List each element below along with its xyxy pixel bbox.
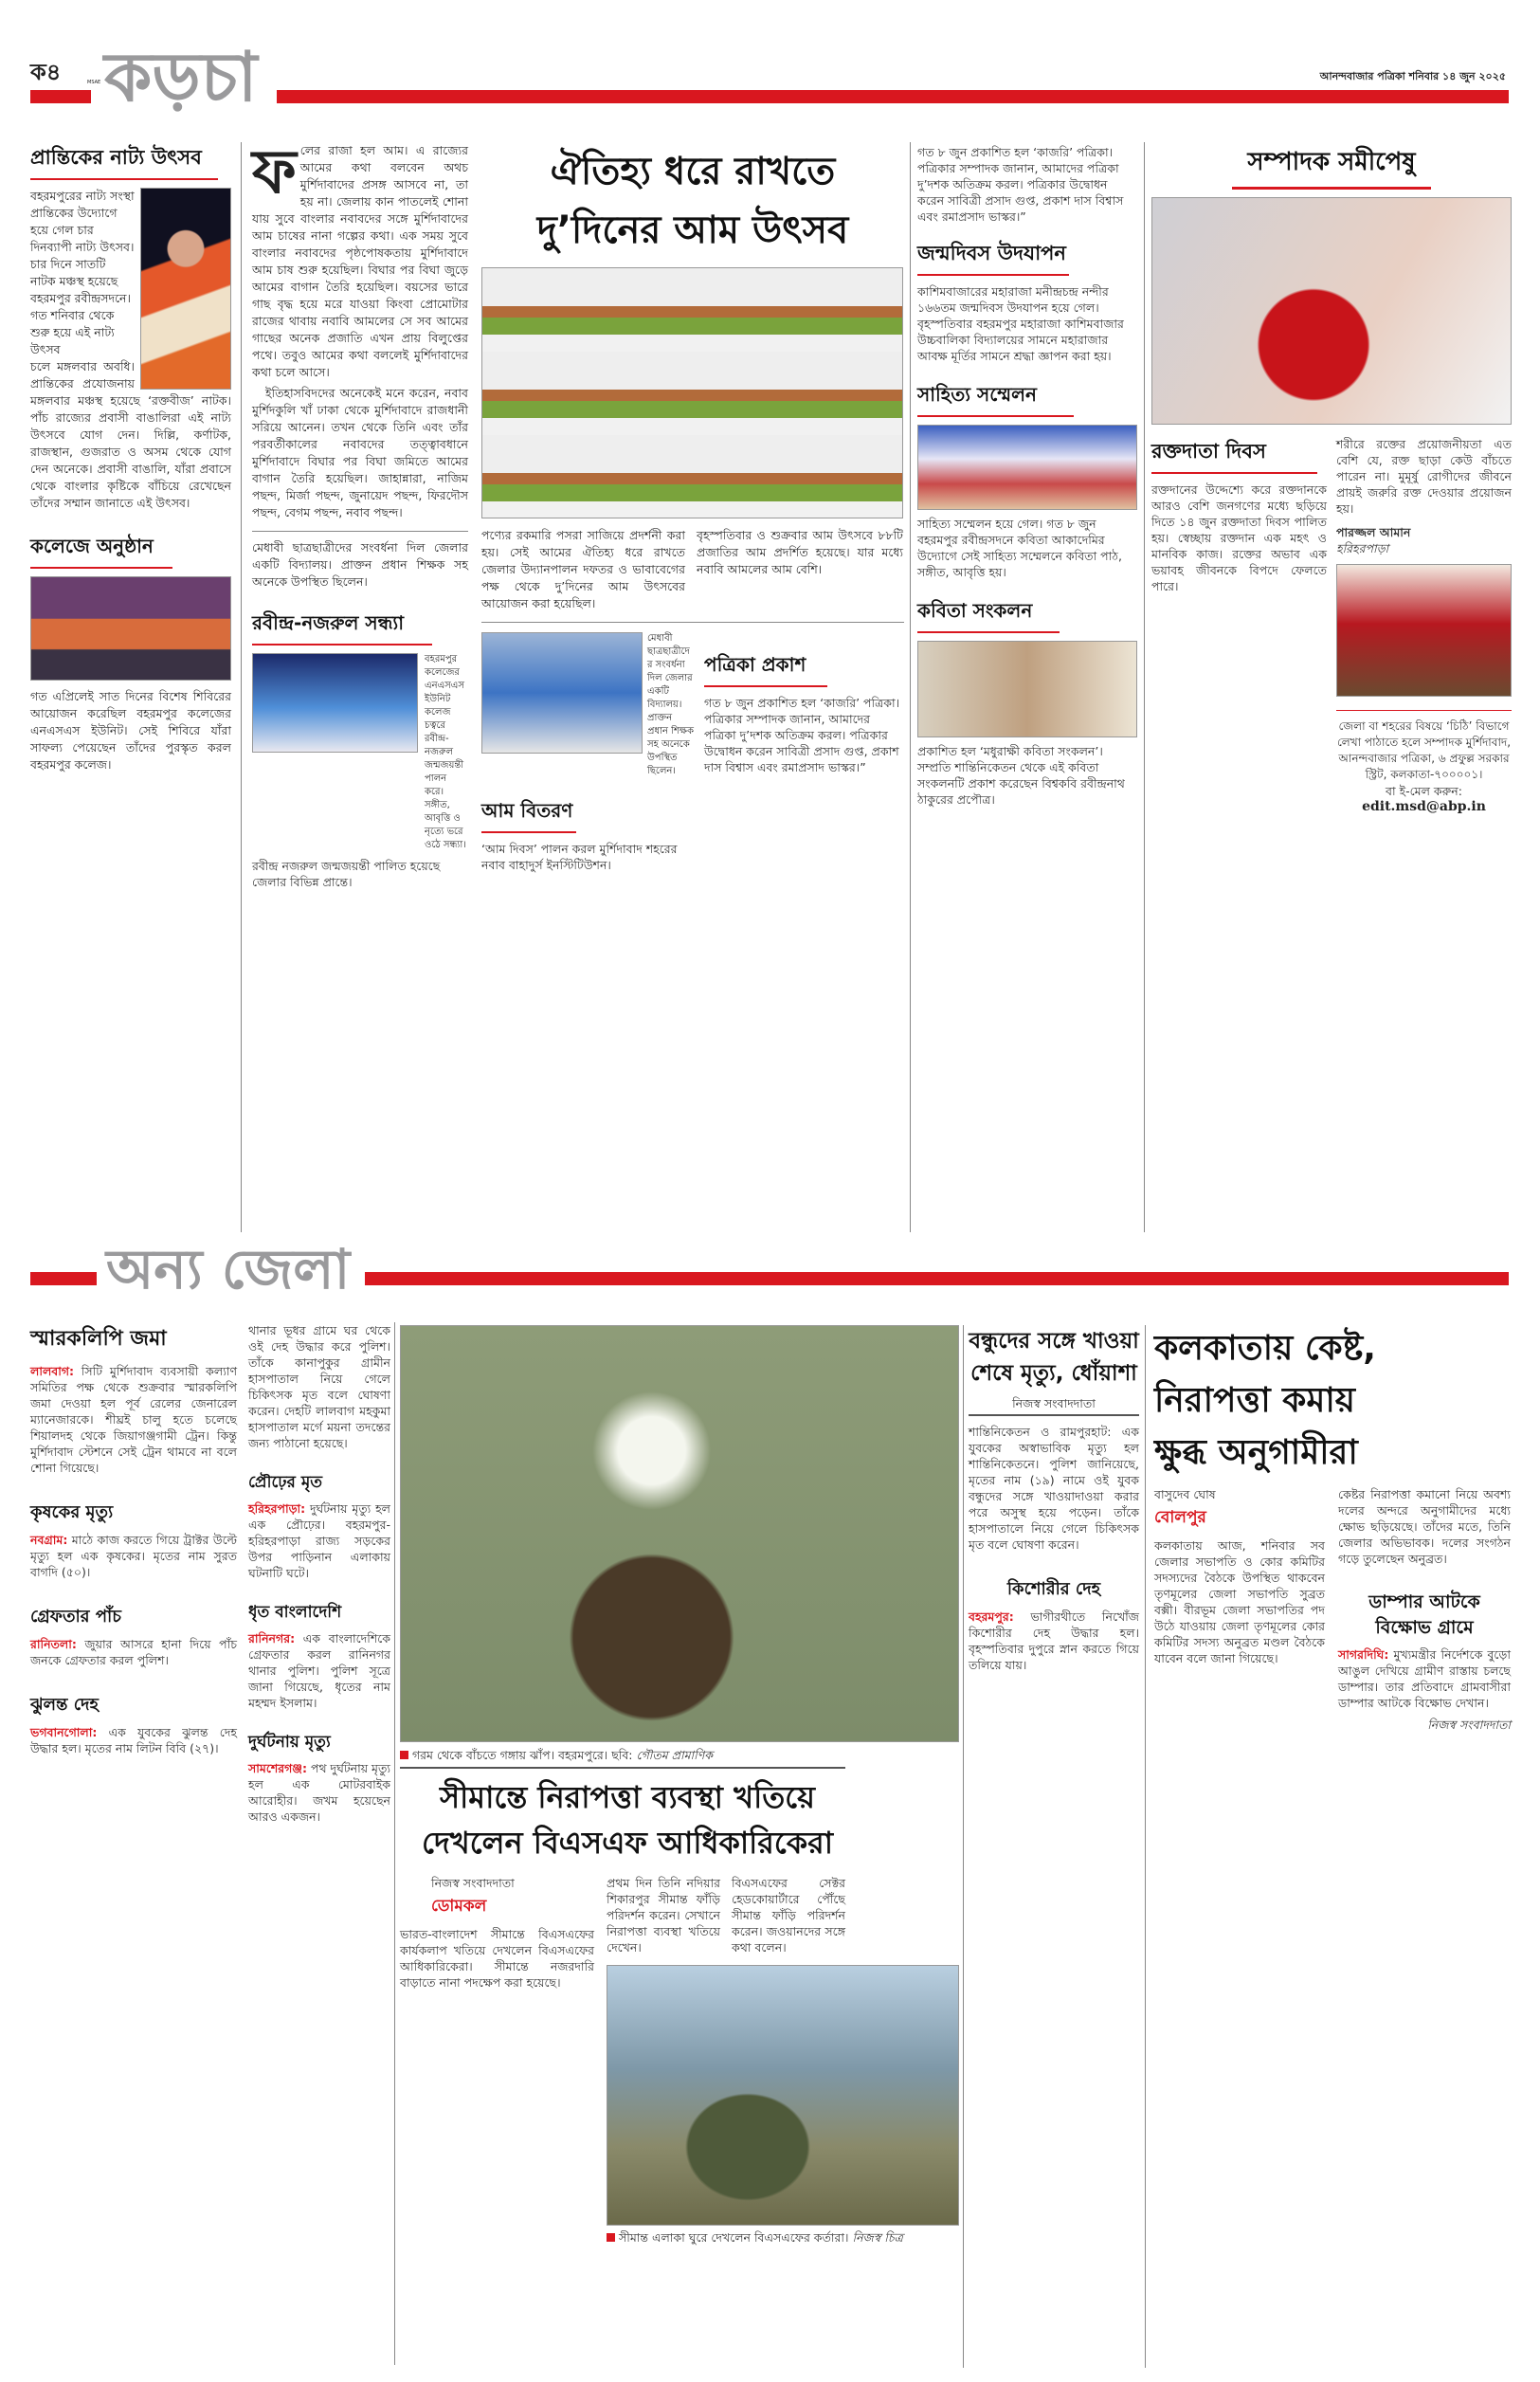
article-mango-body4: বৃহস্পতিবার ও শুক্রবার আম উৎসবে ৮৮টি প্রজাতির আম প্রদর্শিত হয়েছে। যার মধ্যে নবাবি আমলের আম বেশি। (697, 528, 903, 576)
article-kobita-body: প্রকাশিত হল ‘মধুরাক্ষী কবিতা সংকলন’। সম্প্রতি শান্তিনিকেতন থেকে এই কবিতা সংকলনটি প্রকাশ করেছেন বিশ্বকবি রবীন্দ্রনাথ ঠাকুরের প্রপৌত্র। (917, 744, 1125, 807)
bsf-right-text (607, 1875, 959, 1955)
column-5-letters (1151, 142, 1512, 814)
article-body: এক বাংলাদেশিকে গ্রেফতার করল রানিনগর থানার পুলিশ। পুলিশ সূত্রে জানা গিয়েছে, ধৃতের নাম মহম্মদ ইসলাম। (248, 1631, 390, 1710)
photo-actress (140, 188, 231, 390)
headline-rule (917, 631, 1060, 633)
bsf-columns (400, 1875, 959, 2246)
letter-body2: শরীরে রক্তের প্রয়োজনীয়তা এত বেশি যে, রক্ত ছাড়া কেউ বাঁচতে পারেন না। মুমূর্ষু রোগীদের জীবনে প্রায়ই জরুরি রক্ত দেওয়ার প্রয়োজন হয়। (1336, 437, 1512, 516)
article-aam-body: ‘আম দিবস’ পালন করল মুর্শিদাবাদ শহরের নবাব বাহাদুর্স ইনস্টিটিউশন। (481, 842, 678, 872)
bsf-left (400, 1875, 594, 1991)
headline-rule (917, 415, 1074, 417)
article-bsf-body3: বিএসএফের সেক্টর হেডকোয়ার্টারে পৌঁছে সীমান্ত ফাঁড়ি পরিদর্শন করেন। জওয়ানদের সঙ্গে কথা বলেন। (732, 1876, 845, 1955)
photo-bsf-caption (607, 2229, 959, 2246)
dateline: রানিনগর: (248, 1631, 296, 1646)
lower-column-bandhu (969, 1325, 1139, 1673)
email-link[interactable]: edit.msd@abp.in (1362, 799, 1486, 814)
mango-lead-block (252, 137, 468, 381)
headline-rule (30, 567, 172, 569)
photo-sahitya (917, 425, 1137, 510)
letter-right (1336, 436, 1512, 814)
article-col2: থানার ভূধর গ্রামে ঘর থেকে ওই দেহ উদ্ধার করে পুলিশ। তাঁকে কানাপুকুর গ্রামীন হাসপাতাল নিয়ে গেলে চিকিৎসক মৃত বলে ঘোষণা করেন। দেহটি লালবাগ মহকুমা হাসপাতাল মর্গে ময়না তদন্তের জন্য পাঠানো হয়েছে। (248, 1323, 390, 1450)
article-smarak (30, 1363, 237, 1476)
headline-rule (917, 274, 1069, 276)
article-durghatana (248, 1760, 390, 1825)
keshto-right (1338, 1486, 1511, 1733)
headline-dhrito: ধৃত বাংলাদেশি (248, 1603, 342, 1622)
headline-rule (481, 831, 576, 833)
natya-article (30, 188, 231, 512)
paper-date: আনন্দবাজার পত্রিকা শনিবার ১৪ জুন ২০২৫ (1319, 70, 1506, 82)
column-1 (30, 142, 231, 773)
patrika-column (704, 632, 904, 775)
headline-kishori: কিশোরীর দেহ (1006, 1579, 1101, 1599)
headline-keshto-1: কলকাতায় কেষ্ট, (1154, 1329, 1376, 1368)
byline-bandhu: নিজস্ব সংবাদদাতা (969, 1395, 1139, 1416)
byline-bsf: নিজস্ব সংবাদদাতা (431, 1876, 515, 1890)
banner-rule (365, 1272, 1509, 1285)
headline-proudh: প্রৌঢ়ের মৃত (248, 1473, 323, 1492)
headline-smarak: স্মারকলিপি জমা (30, 1327, 167, 1351)
article-keshto-body2: কেষ্টর নিরাপত্তা কমানো নিয়ে অবশ্য দলের অন্দরে অনুগামীদের মধ্যে ক্ষোভ ছড়িয়েছে। তাঁদের মতে, তিনি জেলার অভিভাবক। দলের সংগঠন গড়ে তুলেছেন অনুব্রত। (1338, 1487, 1511, 1566)
headline-keshto-2: নিরাপত্তা কমায় (1154, 1381, 1356, 1420)
headline-bsf-1: সীমান্তে নিরাপত্তা ব্যবস্থা খতিয়ে (440, 1779, 815, 1815)
bullet-icon (607, 2233, 615, 2242)
article-body: জুয়ার আসরে হানা দিয়ে পাঁচ জনকে গ্রেফতার করল পুলিশ। (30, 1637, 237, 1667)
dateline: সামশেরগঞ্জ: (248, 1761, 307, 1775)
photo-blood-bag (1336, 564, 1512, 697)
photo-dance (252, 653, 418, 753)
school-aam-column (481, 632, 695, 873)
column-3 (481, 142, 904, 873)
article-mango-lead: লের রাজা হল আম। এ রাজ্যের আমের কথা বলবেন অথচ মুর্শিদাবাদের প্রসঙ্গ আসবে না, তা হয় না। জেলায় কান পাতলেই শোনা যায় সুবে বাংলার নবাবদের সঙ্গে মুর্শিদাবাদের আম চাষের নানা গল্পের কথা। এক সময় সুবে বাংলার নবাবদের পৃষ্ঠপোষকতায় মুর্শিদাবাদে আম চাষ শুরু হয়েছিল। বিঘার পর বিঘা জুড়ে আমের বাগান তৈরি হয়েছিল। বয়সের ভারে গাছ বৃদ্ধ হয়ে মরে যাওয়া কিংবা প্রোমোটার রাজের থাবায় নবাবি আমলের সে সব আমের গাছের অনেক প্রজাতি এখন প্রায় বিলুপ্তের পথে। তবুও আমের কথা বললেই মুর্শিদাবাদের কথা চলে আসে। (252, 143, 468, 379)
headline-rule (1151, 472, 1317, 474)
email-label: বা ই-মেল করুন: (1386, 784, 1462, 798)
article-mango-body2: ইতিহাসবিদদের অনেকেই মনে করেন, নবাব মুর্শিদকুলি খাঁ ঢাকা থেকে মুর্শিদাবাদে রাজধানী সরিয়ে আনেন। তখন থেকে তিনি এবং তাঁর পরবর্তীকালের নবাবদের তত্ত্বাবধানে মুর্শিদাবাদে বিঘার পর বিঘা জমিতে আমের বাগান তৈরি হয়েছিল। জাহান্নারা, নাজিম পছন্দ, মির্জা পছন্দ, জুনায়েদ পছন্দ, ফিরদৌস পছন্দ, বেগম পছন্দ, নবাব পছন্দ। (252, 386, 468, 519)
headline-natya: প্রান্তিকের নাট্য উৎসব (30, 146, 202, 169)
column-2 (252, 137, 468, 890)
photo-credit: নিজস্ব চিত্র (852, 2230, 903, 2245)
article-bsf-body2: প্রথম দিন তিনি নদিয়ার শিকারপুর সীমান্ত ফাঁড়ি পরিদর্শন করেন। সেখানে নিরাপত্তা ব্যবস্থা খতিয়ে দেখেন। (607, 1876, 720, 1955)
article-birthday-body: কাশিমবাজারের মহারাজা মনীন্দ্রচন্দ্র নন্দীর ১৬৬তম জন্মদিবস উদযাপন হয়ে গেল। বৃহস্পতিবার বহরমপুর মহারাজা কাশিমবাজার উচ্চবালিকা বিদ্যালয়ের সামনে মহারাজার আবক্ষ মূর্তির সামনে শ্রদ্ধা জ্ঞাপন করা হয়। (917, 284, 1124, 363)
column-divider (963, 1325, 964, 2368)
lower-column-keshto (1154, 1322, 1512, 1733)
keshto-left (1154, 1486, 1325, 1666)
photo-blood-donation (1151, 197, 1512, 425)
letters-columns (1151, 436, 1512, 814)
article-grefter (30, 1636, 237, 1668)
photo-school (481, 632, 643, 754)
tagore-row (252, 653, 468, 852)
dateline-bsf: ডোমকল (431, 1897, 487, 1916)
headline-rule (30, 178, 218, 180)
headline-birthday: জন্মদিবস উদযাপন (917, 242, 1066, 264)
column-divider (1144, 142, 1145, 1232)
dateline: লালবাগ: (30, 1364, 75, 1378)
photo-caption (400, 1747, 959, 1763)
headline-dumpar: ডাম্পার আটকে বিক্ষোভ গ্রামে (1368, 1591, 1480, 1638)
byline-dumpar: নিজস্ব সংবাদদাতা (1427, 1718, 1511, 1732)
lower-column-2 (248, 1322, 390, 1825)
dateline: রানিতলা: (30, 1637, 77, 1651)
headline-bsf-2: দেখলেন বিএসএফ আধিকারিকেরা (421, 1825, 834, 1861)
headline-bandhu: বন্ধুদের সঙ্গে খাওয়া শেষে মৃত্যু, ধোঁয়াশা (969, 1329, 1139, 1386)
article-patrika-end: গত ৮ জুন প্রকাশিত হল ‘কাজরি’ পত্রিকা। পত্রিকার সম্পাদক জানান, আমাদের পত্রিকা দু’দশক অতিক্রম করল। পত্রিকার উদ্বোধন করেন সাবিত্রী প্রসাদ গুপ্ত, প্রকাশ দাস বিশ্বাস এবং রমাপ্রসাদ ভাস্কর।” (917, 145, 1124, 224)
dateline: বহরমপুর: (969, 1609, 1014, 1624)
dateline: সাগরদিঘি: (1338, 1647, 1389, 1662)
article-natya-body1: বহরমপুরের নাট্য সংস্থা প্রান্তিকের উদ্যোগে হয়ে গেল চার দিনব্যাপী নাট্য উৎসব। চার দিনে সাতটি নাটক মঞ্চস্থ হয়েছে বহরমপুর রবীন্দ্রসদনে। গত শনিবার থেকে শুরু হয়ে এই নাট্য উৎসব (30, 189, 135, 356)
article-proudh (248, 1500, 390, 1581)
article-jhulonto (30, 1724, 237, 1756)
bsf-right (607, 1875, 959, 2246)
article-school-side: মেধাবী ছাত্রছাত্রীদের সংবর্ধনা দিল জেলার একটি বিদ্যালয়। প্রাক্তন প্রধান শিক্ষক সহ অনেকে উপস্থিত ছিলেন। (647, 633, 694, 776)
column-divider (394, 1322, 395, 2365)
photo-college-event (30, 576, 231, 681)
letter-place: হরিহরপাড়া (1336, 541, 1389, 555)
section-tag: MSAE (87, 80, 101, 85)
article-bandhu: শান্তিনিকেতন ও রামপুরহাট: এক যুবকের অস্বাভাবিক মৃত্যু হল শান্তিনিকেতনে। পুলিশ জানিয়েছে, মৃতের নাম (১৯) নামে ওই যুবক বন্ধুদের সঙ্গে খাওয়াদাওয়া করার পরে অসুস্থ হয়ে পড়েন। তাঁকে হাসপাতালে নিয়ে গেলে চিকিৎসক মৃত বলে ঘোষণা করেন। (969, 1425, 1139, 1552)
column-divider (1145, 1325, 1146, 2368)
banner-rule-left (30, 1272, 97, 1285)
article-college-body: গত এপ্রিলেই সাত দিনের বিশেষ শিবিরের আয়োজন করেছিল বহরমপুর কলেজের এনএসএস ইউনিট। সেই শিবিরে যাঁরা সাফল্য পেয়েছেন তাঁদের পুরস্কৃত করল বহরমপুর কলেজ। (30, 689, 231, 772)
section-title: কড়চা (104, 37, 258, 117)
banner-title: অন্য জেলা (106, 1237, 351, 1301)
dateline: ভগবানগোলা: (30, 1725, 98, 1739)
page-number: ক৪ (30, 59, 62, 85)
bsf-headline-block (400, 1774, 855, 1865)
headline-sahitya: সাহিত্য সম্মেলন (917, 383, 1037, 406)
letter-signature: পারজ্জল আমান (1336, 525, 1411, 539)
headline-mango-1: ঐতিহ্য ধরে রাখতে (550, 150, 836, 193)
mango-columns (481, 527, 904, 612)
article-keshto-body: কলকাতায় আজ, শনিবার সব জেলার সভাপতি ও কোর কমিটির সদস্যদের বৈঠকে উপস্থিত থাকবেন তৃণমূলের জেলা সভাপতি সুব্রত বক্সী। বীরভূম জেলা সভাপতির পদ উঠে যাওয়ায় জেলা তৃণমূলের কোর কমিটির সদস্য অনুব্রত মণ্ডল বৈঠকে যাবেন বলে জানা গিয়েছে। (1154, 1538, 1325, 1665)
article-kishori (969, 1609, 1139, 1673)
article-body: এক যুবকের ঝুলন্ত দেহ উদ্ধার হল। মৃতের নাম লিটন বিবি (২৭)। (30, 1725, 237, 1755)
headline-letters: সম্পাদক সমীপেষু (1247, 148, 1416, 176)
photo-credit: গৌতম প্রামাণিক (636, 1748, 714, 1762)
dateline-keshto: বোলপুর (1154, 1508, 1206, 1527)
keshto-columns (1154, 1486, 1512, 1733)
byline-keshto: বাসুদেব ঘোষ (1154, 1487, 1216, 1501)
dropcap: ফ (252, 137, 297, 208)
subhead-blood-day: রক্তদাতা দিবস (1151, 440, 1266, 463)
headline-mango-2: দু’দিনের আম উৎসব (536, 209, 849, 252)
article-dhrito (248, 1630, 390, 1711)
school-row (481, 632, 695, 778)
article-body: মাঠে কাজ করতে গিয়ে ট্রাক্টর উল্টে মৃত্যু হল এক কৃষকের। মৃতের নাম সুরত বাগদি (৫০)। (30, 1533, 237, 1579)
headline-grefter: গ্রেফতার পাঁচ (30, 1607, 121, 1627)
column-4 (917, 144, 1137, 808)
article-patrika-body: গত ৮ জুন প্রকাশিত হল ‘কাজরি’ পত্রিকা। পত্রিকার সম্পাদক জানান, আমাদের পত্রিকা দু’দশক অতিক্রম করল। পত্রিকার উদ্বোধন করেন সাবিত্রী প্রসাদ গুপ্ত, প্রকাশ দাস বিশ্বাস এবং রমাপ্রসাদ ভাস্কর।” (704, 696, 900, 774)
headline-tagore: রবীন্দ্র-নজরুল সন্ধ্যা (252, 611, 405, 634)
headline-patrika: পত্রিকা প্রকাশ (704, 653, 806, 676)
lower-column-1 (30, 1322, 237, 1756)
photo-river-jump (400, 1325, 959, 1742)
caption-text: গরম থেকে বাঁচতে গঙ্গায় ঝাঁপ। বহরমপুরে। ছবি: (411, 1748, 633, 1762)
article-sahitya-body: সাহিত্য সম্মেলন হয়ে গেল। গত ৮ জুন বহরমপুর রবীন্দ্রসদনে কবিতা আকাদেমির উদ্যোগে সেই সাহিত্য সম্মেলনে কবিতা পাঠ, সঙ্গীত, আবৃত্তি হয়। (917, 517, 1122, 579)
headline-aam: আম বিতরণ (481, 799, 573, 822)
lower-center (400, 1325, 959, 2246)
divider (1336, 710, 1512, 711)
lower-columns (481, 622, 904, 873)
column-divider (910, 142, 911, 1232)
masthead-rule (277, 90, 1509, 103)
headline-jhulonto: ঝুলন্ত দেহ (30, 1695, 99, 1715)
letter-body: রক্তদানের উদ্দেশ্যে করে রক্তদানকে আরও বেশি জনগণের মধ্যে ছড়িয়ে দিতে ১৪ জুন রক্তদাতা দিবস পালিত হয়। স্বেচ্ছায় রক্তদান এক মহৎ ও মানবিক কাজ। রক্তের অভাব এক ভয়াবহ জীবনকে বিপদে ফেলতে পারে। (1151, 482, 1327, 593)
headline-rule (252, 644, 432, 646)
dateline: নবগ্রাম: (30, 1533, 68, 1547)
article-body: ভাগীরথীতে নিখোঁজ কিশোরীর দেহ উদ্ধার হল। বৃহস্পতিবার দুপুরে স্নান করতে গিয়ে তলিয়ে যায়। (969, 1609, 1139, 1672)
photo-bsf-patrol (607, 1965, 959, 2226)
divider (400, 1767, 845, 1769)
headline-kobita: কবিতা সংকলন (917, 599, 1033, 622)
headline-college: কলেজে অনুষ্ঠান (30, 535, 154, 557)
article-bsf-body1: ভারত-বাংলাদেশ সীমান্তে বিএসএফের কার্যকলাপ খতিয়ে দেখলেন বিএসএফের আধিকারিকেরা। সীমান্তে নজরদারি বাড়াতে নানা পদক্ষেপ করা হয়েছে। (400, 1927, 594, 1990)
masthead-rule-left (30, 90, 91, 103)
caption-tagore: রবীন্দ্র নজরুল জন্মজয়ন্তী পালিত হয়েছে জেলার বিভিন্ন প্রান্তে। (252, 859, 441, 889)
headline-krishak: কৃষকের মৃত্যু (30, 1502, 114, 1522)
column-divider (241, 142, 242, 1232)
article-tagore-body: বহরমপুর কলেজের এনএসএস ইউনিট কলেজ চত্বরে রবীন্দ্র-নজরুল জন্মজয়ন্তী পালন করে। সঙ্গীত, আবৃত্তি ও নৃত্যে ভরে ওঠে সন্ধ্যা। (425, 654, 466, 850)
headline-durghatana: দুর্ঘটনায় মৃত্যু (248, 1733, 331, 1752)
article-dumpar (1338, 1646, 1511, 1711)
letter-left (1151, 436, 1327, 594)
photo-kobita (917, 641, 1137, 737)
dateline: হরিহরপাড়া: (248, 1501, 306, 1516)
article-body: সিটি মুর্শিদাবাদ ব্যবসায়ী কল্যাণ সমিতির পক্ষ থেকে শুক্রবার স্মারকলিপি জমা দেওয়া হল পূর্ব রেলের জেনারেল ম্যানেজারকে। শীঘ্রই চালু হতে চলেছে শিয়ালদহ থেকে জিয়াগঞ্জগামী ট্রেন। কিন্তু মুর্শিদাবাদ স্টেশনে সেই ট্রেন থামবে না বলে শোনা গিয়েছে। (30, 1364, 238, 1475)
article-krishak (30, 1532, 237, 1580)
article-school-body: মেধাবী ছাত্রছাত্রীদের সংবর্ধনা দিল জেলার একটি বিদ্যালয়। প্রাক্তন প্রধান শিক্ষক সহ অনেকে উপস্থিত ছিলেন। (252, 531, 468, 591)
headline-rule (704, 685, 827, 687)
caption-text: সীমান্ত এলাকা ঘুরে দেখলেন বিএসএফের কর্তারা। (618, 2230, 849, 2245)
article-body: মুখ্যমন্ত্রীর নির্দেশকে বুড়ো আঙুল দেখিয়ে গ্রামীণ রাস্তায় চলছে ডাম্পার। তার প্রতিবাদে গ্রামবাসীরা ডাম্পার আটকে বিক্ষোভ দেখান। (1338, 1647, 1511, 1710)
bullet-icon (400, 1751, 408, 1759)
letters-notice: জেলা বা শহরের বিষয়ে ‘চিঠি’ বিভাগে লেখা পাঠাতে হলে সম্পাদক মুর্শিদাবাদ, আনন্দবাজার পত্রিকা, ৬ প্রফুল্ল সরকার স্ট্রিট, কলকাতা-৭০০০০১। (1336, 719, 1512, 781)
article-mango-body3: পণ্যের রকমারি পসরা সাজিয়ে প্রদর্শনী করা হয়। সেই আমের ঐতিহ্য ধরে রাখতে জেলার উদ্যানপালন দফতর ও ভাবাবেগের পক্ষ থেকে দু’দিনের আম উৎসবের আয়োজন করা হয়েছিল। (481, 528, 685, 610)
article-natya-body2: চলে মঙ্গলবার অবধি। প্রান্তিকের প্রযোজনায় মঙ্গলবার মঞ্চস্থ হয়েছে ‘রক্তবীজ’ নাটক। পাঁচ রাজ্যের প্রবাসী বাঙালিরা এই নাট্য উৎসবে যোগ দেন। দিল্লি, কর্ণাটক, রাজস্থান, গুজরাত ও অসম থেকে যোগ দেন অনেকে। প্রবাসী বাঙালি, যাঁরা প্রবাসে থেকে বাংলার কৃষ্টিকে বাঁচিয়ে রেখেছেন তাঁদের সম্মান জানাতে এই উৎসব। (30, 359, 231, 510)
headline-rule (1232, 187, 1431, 190)
headline-keshto-3: ক্ষুব্ধ অনুগামীরা (1154, 1433, 1358, 1472)
article-body: পথ দুর্ঘটনায় মৃত্যু হল এক মোটরবাইক আরোহীর। জখম হয়েছেন আরও একজন। (248, 1761, 391, 1824)
article-body: দুর্ঘটনায় মৃত্যু হল এক প্রৌঢ়ের। বহরমপুর-হরিহরপাড়া রাজ্য সড়কের উপর পাড়িনান এলাকায় ঘটনাটি ঘটে। (248, 1501, 390, 1580)
photo-mango-display (481, 267, 903, 518)
